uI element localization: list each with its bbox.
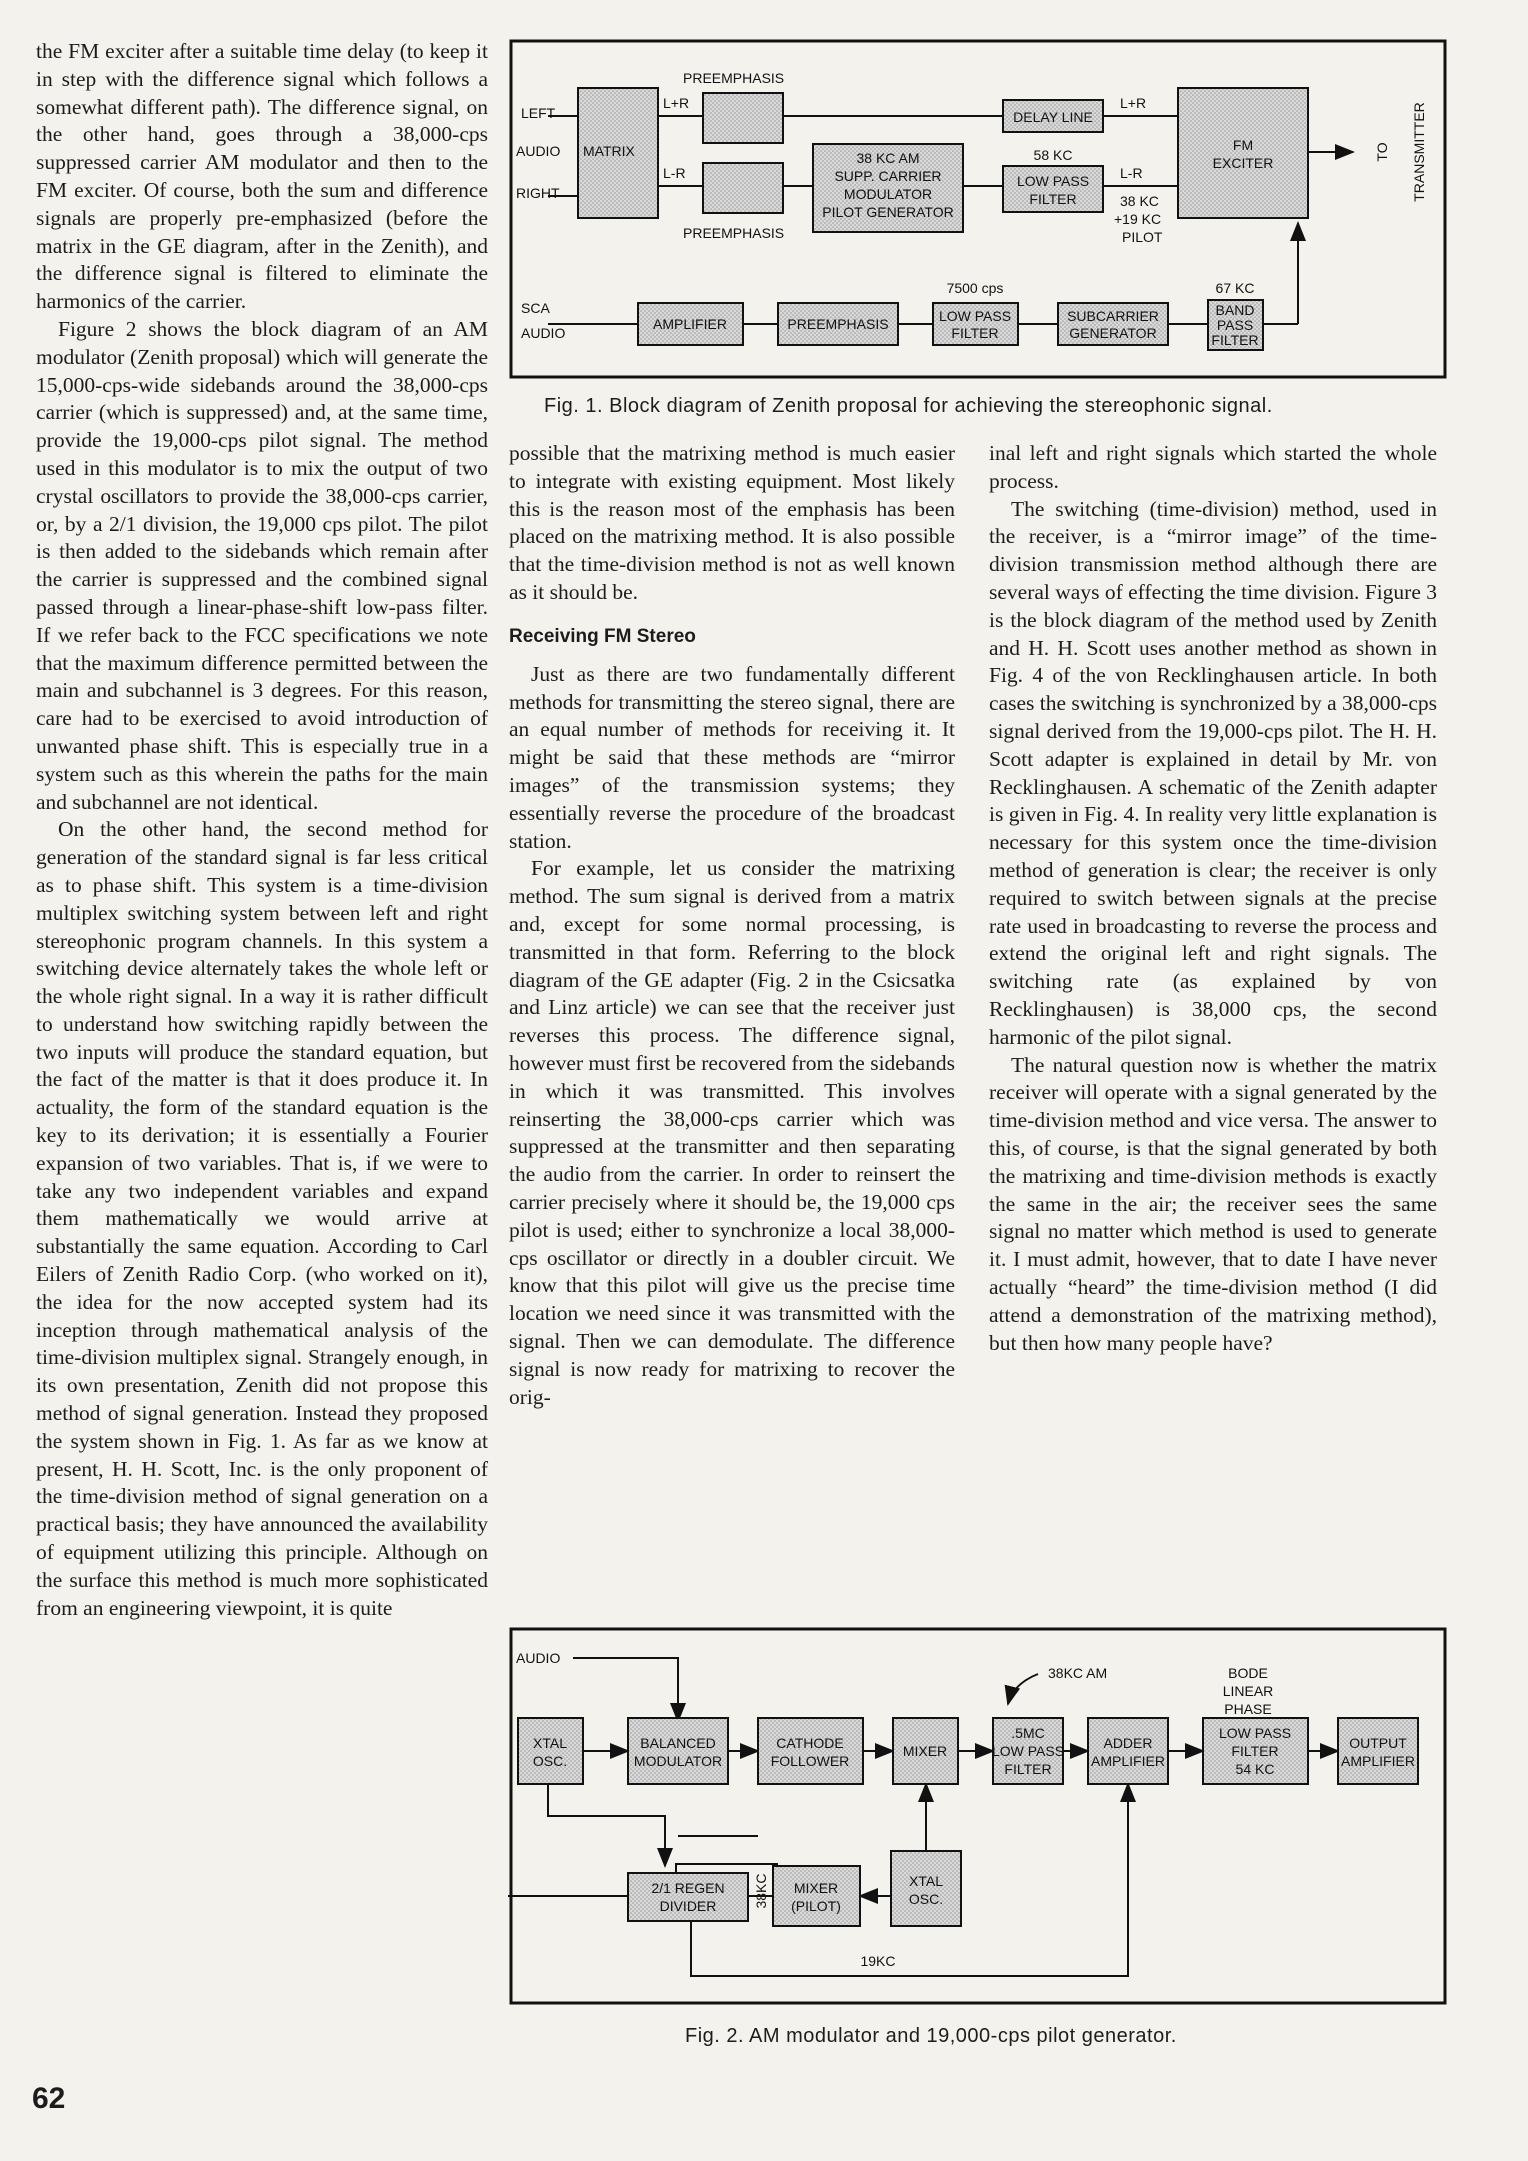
label: L-R bbox=[1120, 165, 1143, 181]
label: AUDIO bbox=[516, 143, 561, 159]
label: OSC. bbox=[532, 1753, 568, 1769]
paragraph: inal left and right signals which started the whole process. bbox=[989, 441, 1437, 493]
figure-2-caption: Fig. 2. AM modulator and 19,000-cps pilot generator. bbox=[685, 2025, 1177, 2047]
label: 54 KC bbox=[1235, 1761, 1275, 1777]
label: PILOT bbox=[1122, 229, 1163, 245]
label: BAND bbox=[1215, 302, 1255, 318]
label: EXCITER bbox=[1212, 155, 1274, 171]
label: FILTER bbox=[1029, 191, 1077, 207]
label: FOLLOWER bbox=[770, 1753, 850, 1769]
label: DIVIDER bbox=[659, 1898, 717, 1914]
label: LOW PASS bbox=[991, 1743, 1065, 1759]
label: FILTER bbox=[1231, 1743, 1279, 1759]
label: DELAY LINE bbox=[1013, 109, 1093, 125]
paragraph: On the other hand, the second method for generation of the standard signal is far less critical as to phase shift. This system is a time-division multiplex switching system between left and right stereophonic program channels. In this system a switching device alternately takes the whole left or the whole right signal. In a way it is rather difficult to understand how switching rapidly between the two inputs will produce the standard equation, but the fact of the matter is that it does produce it. In actuality, the form of the standard equation is the key to its derivation; it is essentially a Fourier expansion of two variables. That is, if we were to take any two independent variables and expand them mathematically we would arrive at substantially the same equation. According to Carl Eilers of Zenith Radio Corp. (who worked on it), the idea for the now accepted system had its inception through mathematical analysis of the time-division multiplex signal. Strangely enough, in its own presentation, Zenith did not propose this method of signal generation. Instead they proposed the system shown in Fig. 1. As far as we know at present, H. H. Scott, Inc. is the only proponent of the time-division method of signal generation on a practical basis; they have announced the availability of equipment utilizing this principle. Although on the surface this method is much more sophisticated from an engineering viewpoint, it is quite bbox=[36, 817, 488, 1620]
label: SUPP. CARRIER bbox=[834, 168, 942, 184]
label: XTAL bbox=[909, 1873, 943, 1889]
label: PREEMPHASIS bbox=[683, 70, 785, 86]
label: 38KC bbox=[753, 1873, 769, 1909]
figure-2-block-diagram bbox=[508, 1626, 1448, 2006]
label: AUDIO bbox=[521, 325, 566, 341]
label: XTAL bbox=[533, 1735, 567, 1751]
label: GENERATOR bbox=[1069, 325, 1157, 341]
paragraph: Figure 2 shows the block diagram of an AM modulator (Zenith proposal) which will generate the 15,000-cps-wide sidebands around the 38,000-cps carrier (which is suppressed) and, at the same time, provide the 19,000-cps pilot signal. The method used in this modulator is to mix the output of two crystal oscillators to provide the 38,000-cps carrier, or, by a 2/1 division, the 19,000 cps pilot. The pilot is then added to the sidebands which remain after the carrier is suppressed and the combined signal passed through a linear-phase-shift low-pass filter. If we refer back to the FCC specifications we note that the maximum difference permitted between the main and subchannel is 3 degrees. For this reason, care had to be exercised to avoid introduction of unwanted phase shift. This is especially true in a system such as this wherein the paths for the main and subchannel are not identical. bbox=[36, 316, 488, 814]
article-column-2 bbox=[509, 440, 955, 1411]
label: SCA bbox=[521, 300, 550, 316]
label: TRANSMITTER bbox=[1411, 102, 1427, 202]
article-column-3 bbox=[989, 440, 1437, 1357]
label: PREEMPHASIS bbox=[683, 225, 785, 241]
label: MIXER bbox=[902, 1743, 948, 1759]
label: PILOT GENERATOR bbox=[822, 204, 954, 220]
label: AUDIO bbox=[516, 1650, 561, 1666]
paragraph: For example, let us consider the matrixing method. The sum signal is derived from a matrix and, except for some normal processing, is transmitted in that form. Referring to the block diagram of the GE adapter (Fig. 2 in the Csicsatka and Linz article) we can see that the receiver just reverses this process. The difference signal, however must first be recovered from the sidebands in which it was transmitted. This involves reinserting the 38,000-cps carrier which was suppressed at the transmitter and then separating the audio from the carrier. In order to reinsert the carrier precisely where it should be, the 19,000 cps pilot is used; either to synchronize a local 38,000-cps oscillator or directly in a doubler circuit. We know that this pilot will give us the precise time location we need since it was transmitted with the signal. Then we can demodulate. The difference signal is now ready for matrixing to recover the orig- bbox=[509, 856, 955, 1409]
label: FILTER bbox=[951, 325, 999, 341]
label: BALANCED bbox=[640, 1735, 716, 1751]
label: (PILOT) bbox=[791, 1898, 841, 1914]
label: AMPLIFIER bbox=[1091, 1753, 1165, 1769]
label: LOW PASS bbox=[1218, 1725, 1292, 1741]
paragraph: Just as there are two fundamentally different methods for transmitting the stereo signal, there are an equal number of methods for receiving it. It might be said that these methods are “mirror images” of the transmission systems; they essentially reverse the procedure of the broadcast station. bbox=[509, 661, 955, 853]
label: AMPLIFIER bbox=[653, 316, 727, 332]
label: CATHODE bbox=[776, 1735, 844, 1751]
label: AMPLIFIER bbox=[1341, 1753, 1415, 1769]
label: BODE bbox=[1228, 1665, 1268, 1681]
label: 2/1 REGEN bbox=[651, 1880, 725, 1896]
label: MATRIX bbox=[583, 143, 635, 159]
label: LOW PASS bbox=[1016, 173, 1090, 189]
label: FILTER bbox=[1211, 332, 1259, 348]
label: MIXER bbox=[793, 1880, 839, 1896]
page-number: 62 bbox=[32, 2082, 66, 2115]
label: 7500 cps bbox=[946, 280, 1004, 296]
label: 19KC bbox=[860, 1953, 896, 1969]
label: OUTPUT bbox=[1349, 1735, 1407, 1751]
article-column-1 bbox=[36, 38, 488, 1622]
figure-1-block-diagram bbox=[508, 38, 1448, 380]
label: MODULATOR bbox=[633, 1753, 723, 1769]
label: ADDER bbox=[1103, 1735, 1153, 1751]
label: LOW PASS bbox=[938, 308, 1012, 324]
label: 38 KC bbox=[1120, 193, 1159, 209]
label: LINEAR bbox=[1222, 1683, 1274, 1699]
paragraph: the FM exciter after a suitable time delay (to keep it in step with the difference signal which follows a somewhat different path). The difference signal, on the other hand, goes through a 38,000-cps suppressed carrier AM modulator and then to the FM exciter. Of course, both the sum and difference signals are properly pre-emphasized (before the matrix in the GE diagram, after in the Zenith), and the difference signal is filtered to eliminate the harmonics of the carrier. bbox=[36, 39, 488, 314]
label: PHASE bbox=[1224, 1701, 1272, 1717]
figure-1-caption: Fig. 1. Block diagram of Zenith proposal for achieving the stereophonic signal. bbox=[544, 395, 1273, 417]
label: +19 KC bbox=[1114, 211, 1162, 227]
paragraph: possible that the matrixing method is much easier to integrate with existing equipment. Most likely this is the reason most of the emphasis has been placed on the matrixing method. It is also possible that the time-division method is not as well known as it should be. bbox=[509, 441, 955, 604]
label: PASS bbox=[1216, 317, 1254, 333]
paragraph: The switching (time-division) method, used in the receiver, is a “mirror image” of the time-division transmission method although there are several ways of effecting the time division. Figure 3 is the block diagram of the method used by Zenith and H. H. Scott uses another method as shown in Fig. 4 of the von Recklinghausen article. In both cases the switching is synchronized by a 38,000-cps signal derived from the 19,000-cps pilot. The H. H. Scott adapter is explained in detail by Mr. von Recklinghausen. A schematic of the Zenith adapter is given in Fig. 4. In reality very little explanation is necessary for this system once the time-division method of generation is clear; the receiver is only required to switch between signals at the precise rate used in broadcasting to reverse the process and extend the original left and right signals. The switching rate (as explained by von Recklinghausen) is 38,000 cps, the second harmonic of the pilot signal. bbox=[989, 496, 1438, 1049]
label: 67 KC bbox=[1215, 280, 1255, 296]
label: MODULATOR bbox=[843, 186, 933, 202]
label: .5MC bbox=[1011, 1725, 1045, 1741]
label: OSC. bbox=[908, 1891, 944, 1907]
label: L-R bbox=[663, 165, 686, 181]
label: 38 KC AM bbox=[856, 150, 920, 166]
label: LEFT bbox=[521, 105, 556, 121]
label: 58 KC bbox=[1033, 147, 1073, 163]
section-heading: Receiving FM Stereo bbox=[509, 625, 696, 647]
paragraph: The natural question now is whether the matrix receiver will operate with a signal generated by the time-division method and vice versa. The answer to this, of course, is that the signal generated by both the matrixing and time-division methods is exactly the same in the air; the receiver sees the same signal no matter which method is used to generate it. I must admit, however, that to date I have never actually “heard” the time-division method (I did attend a demonstration of the matrixing method), but then how many people have? bbox=[989, 1052, 1437, 1355]
label: FILTER bbox=[1004, 1761, 1052, 1777]
label: SUBCARRIER bbox=[1067, 308, 1159, 324]
label: PREEMPHASIS bbox=[787, 316, 889, 332]
label: TO bbox=[1374, 142, 1390, 162]
label: L+R bbox=[1120, 95, 1147, 111]
label: FM bbox=[1232, 137, 1254, 153]
label: RIGHT bbox=[516, 185, 560, 201]
label: L+R bbox=[663, 95, 690, 111]
label: 38KC AM bbox=[1048, 1665, 1108, 1681]
